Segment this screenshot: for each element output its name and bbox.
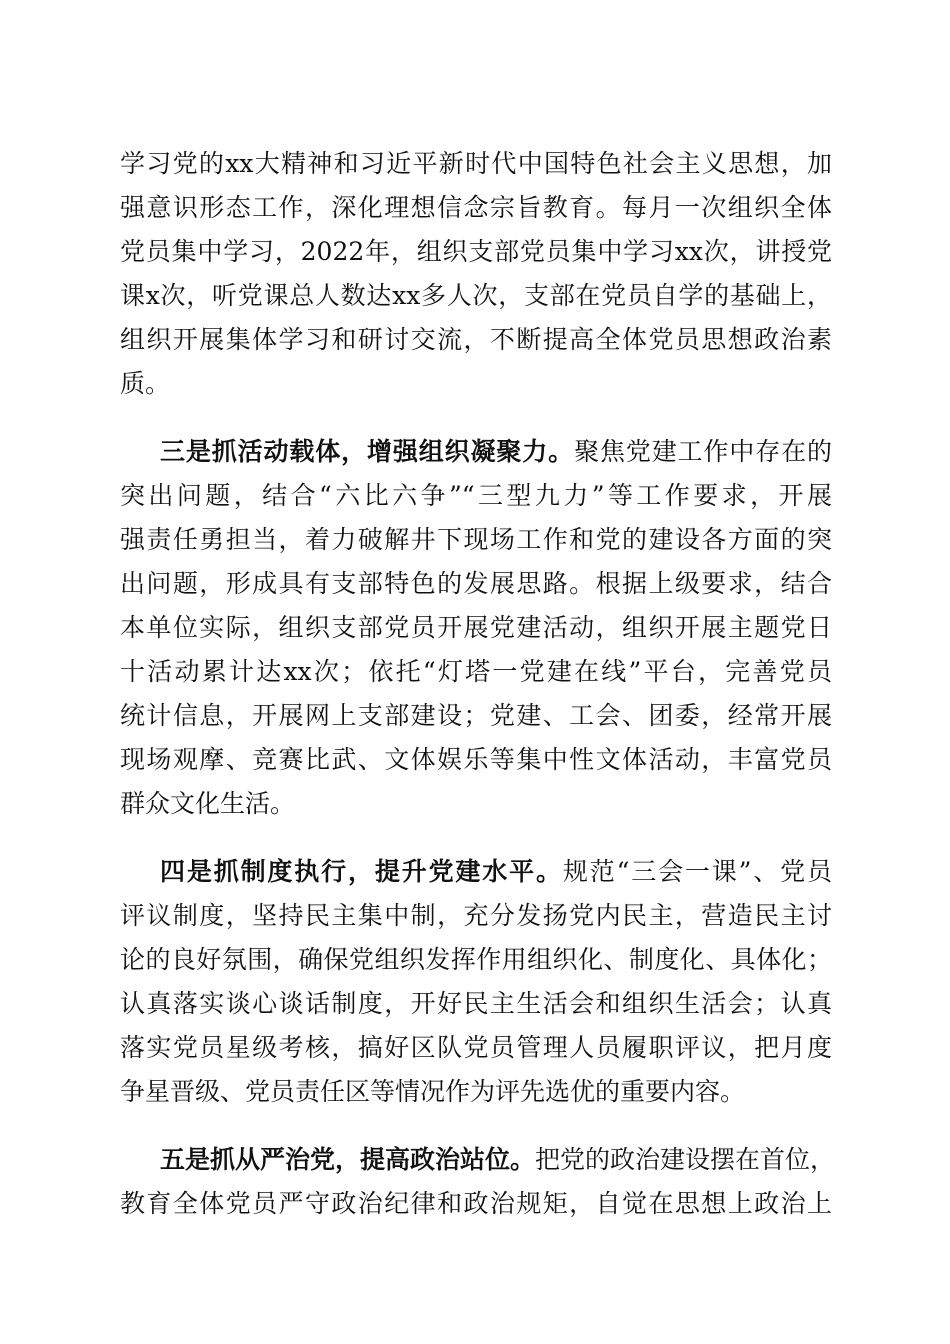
paragraph-line: 课x次，听党课总人数达xx多人次，支部在党员自学的基础上， [120, 281, 832, 310]
paragraph-discipline [120, 1138, 836, 1226]
paragraph-line: 统计信息，开展网上支部建设；党建、工会、团委，经常开展 [120, 701, 832, 730]
paragraph-line: 组织开展集体学习和研讨交流，不断提高全体党员思想政治素 [120, 325, 832, 354]
paragraph-text: 把党的政治建设摆在首位， [535, 1145, 836, 1174]
paragraph-activity [120, 430, 832, 826]
paragraph-line: 党员集中学习，2022年，组织支部党员集中学习xx次，讲授党 [120, 237, 832, 266]
paragraph-line: 群众文化生活。 [120, 789, 296, 818]
paragraph-line: 学习党的xx大精神和习近平新时代中国特色社会主义思想，加 [120, 149, 832, 178]
paragraph-first-line [120, 430, 832, 474]
paragraph-line: 认真落实谈心谈话制度，开好民主生活会和组织生活会；认真 [120, 989, 832, 1018]
paragraph-line: 十活动累计达xx次；依托“灯塔一党建在线”平台，完善党员 [120, 657, 832, 686]
paragraph-line: 现场观摩、竞赛比武、文体娱乐等集中性文体活动，丰富党员 [120, 745, 832, 774]
paragraph-line: 本单位实际，组织支部党员开展党建活动，组织开展主题党日 [120, 613, 832, 642]
paragraph-line: 落实党员星级考核，搞好区队党员管理人员履职评议，把月度 [120, 1033, 832, 1062]
paragraph-first-line [120, 1138, 836, 1182]
paragraph-line: 出问题，形成具有支部特色的发展思路。根据上级要求，结合 [120, 569, 832, 598]
paragraph-text: 规范“三会一课”、党员 [562, 857, 832, 886]
paragraph-line: 质。 [120, 369, 171, 398]
paragraph-line: 强责任勇担当，着力破解井下现场工作和党的建设各方面的突 [120, 525, 832, 554]
paragraph-line: 评议制度，坚持民主集中制，充分发扬党内民主，营造民主讨 [120, 901, 832, 930]
paragraph-line: 争星晋级、党员责任区等情况作为评先选优的重要内容。 [120, 1077, 746, 1106]
paragraph-line: 突出问题，结合“六比六争”“三型九力”等工作要求，开展 [120, 481, 832, 510]
paragraph-text: 聚焦党建工作中存在的 [574, 437, 832, 466]
paragraph-line: 论的良好氛围，确保党组织发挥作用组织化、制度化、具体化； [120, 945, 832, 974]
paragraph-heading: 三是抓活动载体，增强组织凝聚力。 [160, 437, 575, 466]
paragraph-line: 强意识形态工作，深化理想信念宗旨教育。每月一次组织全体 [120, 193, 832, 222]
paragraph-study [120, 142, 832, 406]
paragraph-system [120, 850, 832, 1114]
paragraph-heading: 四是抓制度执行，提升党建水平。 [160, 857, 563, 886]
paragraph-first-line [120, 850, 832, 894]
document-body [120, 142, 836, 1226]
paragraph-heading: 五是抓从严治党，提高政治站位。 [160, 1145, 536, 1174]
paragraph-line: 教育全体党员严守政治纪律和政治规矩，自觉在思想上政治上 [120, 1189, 832, 1218]
